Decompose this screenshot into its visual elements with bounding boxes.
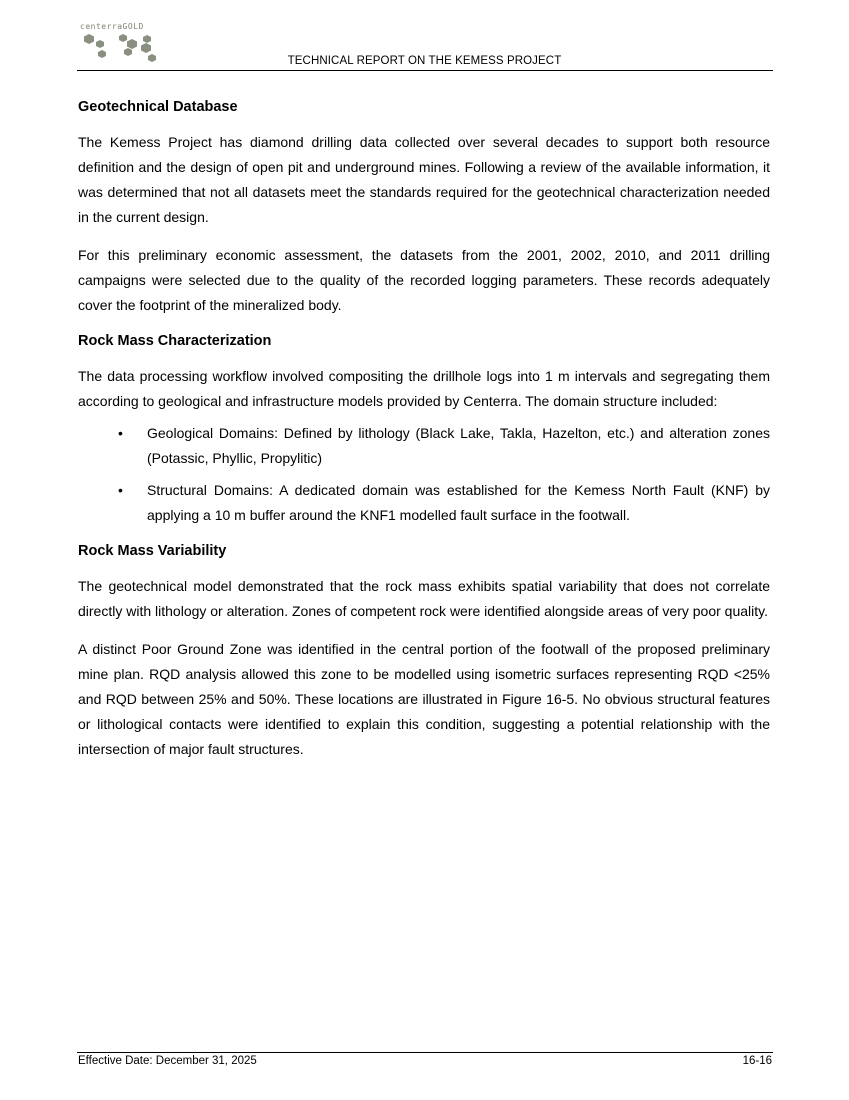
section-heading-rock-mass-characterization: Rock Mass Characterization [78,333,272,349]
paragraph: The geotechnical model demonstrated that the rock mass exhibits spatial variability that does not correlate directly with lithology or alteration. Zones of competent rock were identified alongside areas of very poor quality. [78,578,770,619]
page-number: 16-16 [742,1055,772,1067]
paragraph: The Kemess Project has diamond drilling data collected over several decades to support both resource definition and the design of open pit and underground mines. Following a review of the available information, it was determined that not all datasets meet the standards required for the geotechnical characterization needed in the current design. [78,134,770,225]
report-title: TECHNICAL REPORT ON THE KEMESS PROJECT [287,55,562,67]
paragraph: For this preliminary economic assessment, the datasets from the 2001, 2002, 2010, and 2011 drilling campaigns were selected due to the quality of the recorded logging parameters. These records adequately cover the footprint of the mineralized body. [78,247,770,313]
list-item-text: Structural Domains: A dedicated domain was established for the Kemess North Fault (KNF) by applying a 10 m buffer around the KNF1 modelled fault surface in the footwall. [147,482,770,523]
page-body [78,96,770,762]
list-item [78,421,770,471]
list-item [78,478,770,528]
paragraph: A distinct Poor Ground Zone was identified in the central portion of the footwall of the proposed preliminary mine plan. RQD analysis allowed this zone to be modelled using isometric surfaces representing RQD <25% and RQD between 25% and 50%. These locations are illustrated in Figure 16-5. No obvious structural features or lithological contacts were identified to explain this condition, suggesting a potential relationship with the intersection of major fault structures. [78,641,770,757]
section-heading-geotechnical-database: Geotechnical Database [78,99,238,115]
logo-wordmark: centerraGOLD [80,22,144,31]
header-divider [77,70,773,71]
domain-list [78,421,770,528]
footer-divider [77,1052,773,1053]
bullet-icon: • [118,425,123,441]
effective-date: Effective Date: December 31, 2025 [78,1055,257,1067]
section-heading-rock-mass-variability: Rock Mass Variability [78,543,227,559]
list-item-text: Geological Domains: Defined by lithology (Black Lake, Takla, Hazelton, etc.) and alteration zones (Potassic, Phyllic, Propylitic) [147,425,770,466]
paragraph: The data processing workflow involved compositing the drillhole logs into 1 m intervals and segregating them according to geological and infrastructure models provided by Centerra. The domain structure included: [78,368,770,409]
bullet-icon: • [118,482,123,498]
